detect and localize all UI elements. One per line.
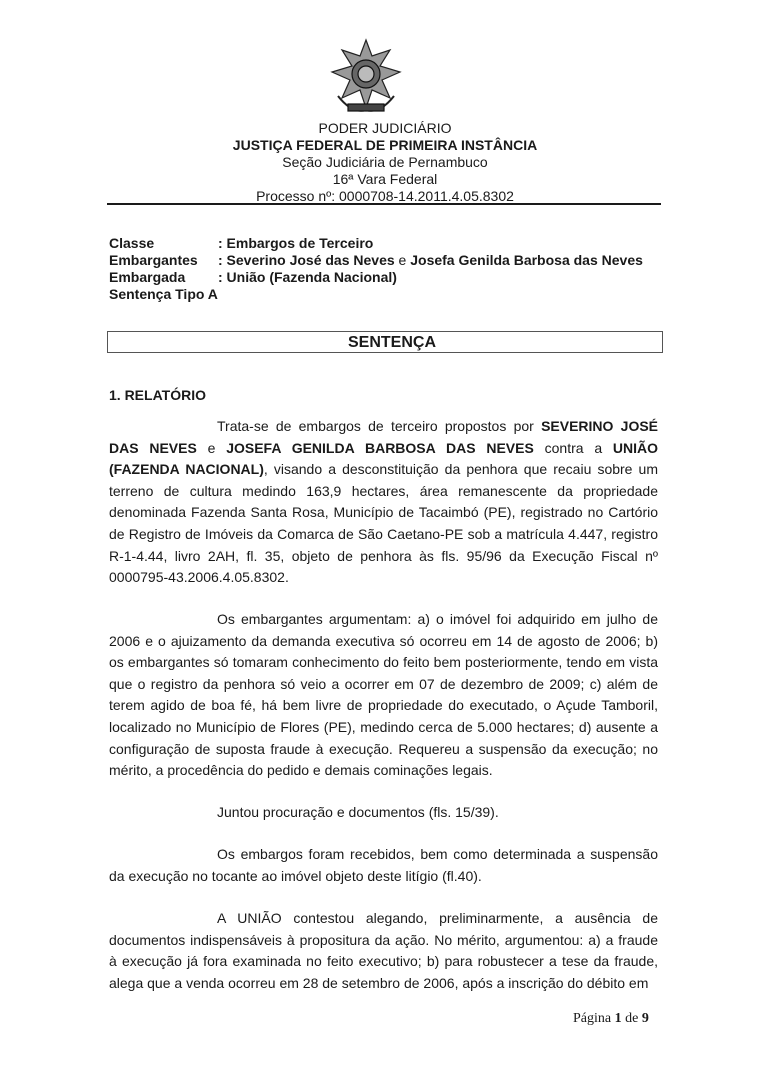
meta-classe-value: : Embargos de Terceiro xyxy=(218,235,374,251)
p3-body: Juntou procuração e documentos (fls. 15/39). xyxy=(217,804,499,820)
embargante-b: Josefa Genilda Barbosa das Neves xyxy=(410,252,643,268)
meta-sentence-type: Sentença Tipo A xyxy=(109,286,218,302)
paragraph-2 xyxy=(109,609,658,782)
case-metadata xyxy=(109,235,643,303)
section-heading-relatorio: 1. RELATÓRIO xyxy=(109,387,206,403)
meta-embargantes-row xyxy=(109,252,643,269)
meta-embargantes-label: Embargantes xyxy=(109,252,198,268)
p1-intro: Trata-se de embargos de terceiro propostos por xyxy=(217,418,534,434)
court-header xyxy=(107,120,663,205)
embargante-a: : Severino José das Neves xyxy=(218,252,395,268)
p1-contra: contra a xyxy=(544,439,603,456)
coat-of-arms-emblem xyxy=(328,38,404,118)
header-process-number: Processo nº: 0000708-14.2011.4.05.8302 xyxy=(256,188,514,204)
header-judiciary: PODER JUDICIÁRIO xyxy=(318,120,452,136)
embargantes-conjunction: e xyxy=(398,252,407,268)
header-court: JUSTIÇA FEDERAL DE PRIMEIRA INSTÂNCIA xyxy=(232,137,538,153)
page-footer xyxy=(573,1011,649,1027)
p4-body: Os embargos foram recebidos, bem como determinada a suspensão da execução no tocante ao imóvel objeto deste litígio (fl.40). xyxy=(109,846,658,884)
header-vara: 16ª Vara Federal xyxy=(332,171,438,187)
meta-tipo-row xyxy=(109,286,643,303)
paragraph-1 xyxy=(109,416,658,589)
meta-embargada-label: Embargada xyxy=(109,269,186,285)
footer-of-label: de xyxy=(625,1011,639,1026)
paragraph-5 xyxy=(109,908,658,994)
p1-party-severino: SEVERINO JOSÉ DAS NEVES xyxy=(109,418,659,456)
meta-embargada-value: : União (Fazenda Nacional) xyxy=(218,269,397,285)
p5-body: A UNIÃO contestou alegando, preliminarmente, a ausência de documentos indispensáveis à propositura da ação. No mérito, argumentou: a) a fraude à execução já fora examinada no feito executivo; b) para robustecer a tese da fraude, alega que a venda ocorreu em 28 de setembro de 2006, após a inscrição do débito em xyxy=(109,910,658,991)
p1-conj: e xyxy=(207,439,216,456)
footer-total-pages: 9 xyxy=(641,1011,649,1026)
footer-page-number: 1 xyxy=(614,1011,622,1026)
header-section: Seção Judiciária de Pernambuco xyxy=(282,154,488,170)
p1-party-josefa: JOSEFA GENILDA BARBOSA DAS NEVES xyxy=(226,439,534,456)
meta-classe-label: Classe xyxy=(109,235,155,251)
p2-body: Os embargantes argumentam: a) o imóvel foi adquirido em julho de 2006 e o ajuizamento da demanda executiva só ocorreu em 14 de agosto de 2006; b) os embargantes só tomaram conhecimento do feito bem posteriormente, tendo em vista que o registro da penhora só veio a ocorrer em 07 de dezembro de 2009; c) além de terem agido de boa fé, há bem livre de propriedade do executado, o Açude Tamboril, localizado no Município de Flores (PE), medindo cerca de 5.000 hectares; d) ausente a configuração de suposta fraude à execução. Requereu a suspensão da execução; no mérito, a procedência do pedido e demais cominações legais. xyxy=(109,611,658,779)
paragraph-3 xyxy=(109,802,658,824)
p1-body: , visando a desconstituição da penhora que recaiu sobre um terreno de cultura medindo 163,9 hectares, área remanescente da propriedade denominada Fazenda Santa Rosa, Município de Tacaimbó (PE), registrado no Cartório de Registro de Imóveis da Comarca de São Caetano-PE sob a matrícula 4.447, registro R-1-4.44, livro 2AH, fl. 35, objeto de penhora às fls. 95/96 da Execução Fiscal nº 0000795-43.2006.4.05.8302. xyxy=(109,461,658,586)
meta-embargada-row xyxy=(109,269,643,286)
p1-party-uniao: UNIÃO (FAZENDA NACIONAL) xyxy=(109,439,659,478)
sentence-title: SENTENÇA xyxy=(107,331,663,353)
header-divider xyxy=(107,203,661,205)
meta-embargantes-value xyxy=(218,252,643,269)
footer-page-label: Página xyxy=(573,1011,612,1026)
meta-classe-row xyxy=(109,235,643,252)
paragraph-4 xyxy=(109,844,658,887)
